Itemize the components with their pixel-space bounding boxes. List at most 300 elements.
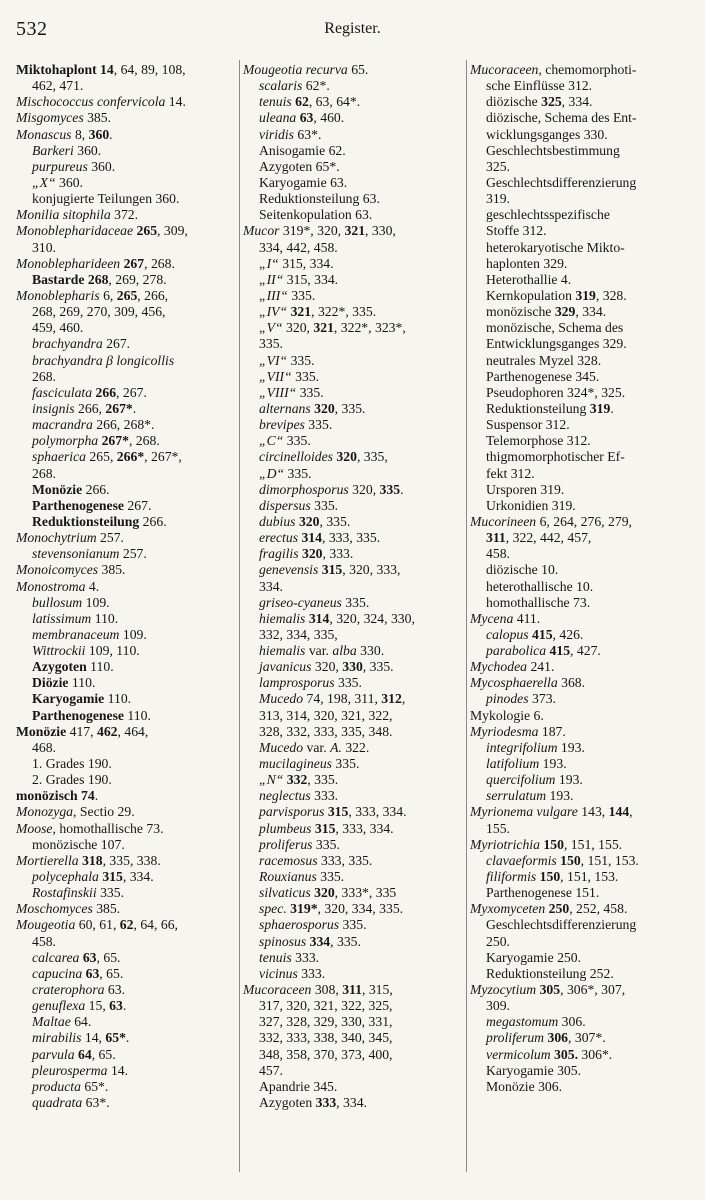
entry-text: Mucoraceen, chemomorphoti- <box>470 62 637 77</box>
entry-text: Heterothallie 4. <box>486 271 572 287</box>
index-subentry <box>470 288 690 304</box>
entry-text: 1. Grades 190. <box>32 756 112 772</box>
entry-text: dimorphosporus 320, 335. <box>259 481 404 497</box>
index-subentry <box>16 353 233 369</box>
entry-text: Monochytrium 257. <box>16 530 124 546</box>
entry-text: 335. <box>259 336 283 352</box>
index-subentry <box>16 869 233 885</box>
index-continuation <box>470 934 690 950</box>
entry-text: 155. <box>486 820 510 836</box>
index-continuation <box>470 530 690 546</box>
index-entry <box>16 127 233 143</box>
entry-text: sche Einflüsse 312. <box>486 78 593 94</box>
entry-text: Urkonidien 319. <box>486 497 576 513</box>
index-subentry <box>470 1079 690 1095</box>
entry-text: 457. <box>259 1062 283 1078</box>
entry-text: 2. Grades 190. <box>32 772 112 788</box>
index-subentry <box>16 595 233 611</box>
index-subentry <box>243 546 463 562</box>
entry-text: „VIII“ 335. <box>259 384 324 400</box>
index-continuation <box>243 1014 463 1030</box>
entry-text: purpureus 360. <box>32 158 116 174</box>
entry-text: Karyogamie 250. <box>486 949 582 965</box>
index-subentry <box>16 385 233 401</box>
index-subentry <box>16 885 233 901</box>
index-continuation <box>243 708 463 724</box>
index-subentry <box>16 401 233 417</box>
entry-text: Mucoraceen 308, 311, 315, <box>243 982 393 998</box>
entry-text: parabolica 415, 427. <box>486 643 601 659</box>
entry-text: Mykologie 6. <box>470 707 544 723</box>
index-subentry <box>243 401 463 417</box>
entry-text: tenuis 333. <box>259 949 320 965</box>
entry-text: „III“ 335. <box>259 287 316 303</box>
entry-text: filiformis 150, 151, 153. <box>486 869 619 885</box>
entry-text: Miktohaplont 14, 64, 89, 108, <box>16 62 186 77</box>
entry-text: 268, 269, 270, 309, 456, <box>32 304 166 320</box>
index-subentry <box>16 643 233 659</box>
index-subentry <box>16 1095 233 1111</box>
index-entry <box>470 724 690 740</box>
index-subentry <box>243 917 463 933</box>
entry-text: Mucedo 74, 198, 311, 312, <box>259 691 406 707</box>
index-subentry <box>470 304 690 320</box>
index-subentry <box>16 659 233 675</box>
index-subentry <box>16 449 233 465</box>
index-subentry <box>470 1063 690 1079</box>
index-subentry <box>243 369 463 385</box>
entry-text: circinelloides 320, 335, <box>259 449 388 465</box>
entry-text: Azygoten 110. <box>32 659 114 675</box>
entry-text: alternans 320, 335. <box>259 400 366 416</box>
entry-text: pinodes 373. <box>486 691 556 707</box>
index-subentry <box>470 482 690 498</box>
entry-text: erectus 314, 333, 335. <box>259 530 381 546</box>
index-entry <box>243 223 463 239</box>
index-subentry <box>16 611 233 627</box>
index-continuation <box>243 336 463 352</box>
entry-text: heterokaryotische Mikto- <box>486 239 625 255</box>
entry-text: Monoicomyces 385. <box>16 562 126 578</box>
entry-text: megastomum 306. <box>486 1014 586 1030</box>
index-entry <box>470 611 690 627</box>
entry-text: Karyogamie 63. <box>259 174 348 190</box>
index-entry <box>16 530 233 546</box>
index-subentry <box>243 853 463 869</box>
index-subentry <box>243 901 463 917</box>
entry-text: Azygoten 333, 334. <box>259 1095 367 1110</box>
index-continuation <box>243 1063 463 1079</box>
entry-text: dubius 320, 335. <box>259 513 351 529</box>
index-subentry <box>243 837 463 853</box>
index-subentry <box>470 1047 690 1063</box>
entry-text: lamprosporus 335. <box>259 675 362 691</box>
entry-text: 468. <box>32 739 56 755</box>
entry-text: racemosus 333, 335. <box>259 852 373 868</box>
entry-text: hiemalis 314, 320, 324, 330, <box>259 610 415 626</box>
index-subentry <box>16 417 233 433</box>
entry-text: Ursporen 319. <box>486 481 565 497</box>
entry-text: Monascus 8, 360. <box>16 126 113 142</box>
index-subentry <box>470 579 690 595</box>
entry-text: integrifolium 193. <box>486 739 585 755</box>
entry-text: 334. <box>259 578 283 594</box>
entry-text: scalaris 62*. <box>259 78 330 94</box>
index-continuation <box>243 1047 463 1063</box>
index-continuation <box>470 998 690 1014</box>
entry-text: Monözie 266. <box>32 481 110 497</box>
index-subentry <box>16 998 233 1014</box>
entry-text: proliferus 335. <box>259 836 340 852</box>
entry-text: Parthenogenese 151. <box>486 885 600 901</box>
entry-text: Karyogamie 110. <box>32 691 132 707</box>
index-subentry <box>243 288 463 304</box>
entry-text: Myriodesma 187. <box>470 723 566 739</box>
entry-text: sphaerosporus 335. <box>259 917 367 933</box>
index-subentry <box>470 143 690 159</box>
entry-text: 310. <box>32 239 56 255</box>
index-subentry <box>470 401 690 417</box>
entry-text: diözische 10. <box>486 562 559 578</box>
index-subentry <box>243 304 463 320</box>
index-subentry <box>243 256 463 272</box>
index-subentry <box>470 917 690 933</box>
entry-text: Monozyga, Sectio 29. <box>16 804 135 820</box>
entry-text: membranaceum 109. <box>32 626 147 642</box>
index-subentry <box>243 320 463 336</box>
index-subentry <box>470 869 690 885</box>
entry-text: 459, 460. <box>32 320 84 336</box>
entry-text: polycephala 315, 334. <box>32 869 154 885</box>
entry-text: Parthenogenese 345. <box>486 368 600 384</box>
index-subentry <box>470 1014 690 1030</box>
entry-text: „D“ 335. <box>259 465 312 481</box>
entry-text: 325. <box>486 158 510 174</box>
entry-text: Mougeotia recurva 65. <box>243 62 369 77</box>
entry-text: calopus 415, 426. <box>486 626 584 642</box>
index-entry <box>16 288 233 304</box>
index-subentry <box>470 788 690 804</box>
entry-text: 250. <box>486 933 510 949</box>
index-subentry <box>470 175 690 191</box>
index-subentry <box>16 982 233 998</box>
entry-text: Reduktionsteilung 319. <box>486 400 614 416</box>
entry-text: Misgomyces 385. <box>16 110 112 126</box>
index-continuation <box>470 159 690 175</box>
index-subentry <box>16 336 233 352</box>
index-continuation <box>243 724 463 740</box>
index-subentry <box>243 498 463 514</box>
index-continuation <box>16 304 233 320</box>
index-subentry <box>470 885 690 901</box>
index-continuation <box>470 466 690 482</box>
index-subentry <box>16 1014 233 1030</box>
index-subentry <box>243 207 463 223</box>
index-continuation <box>470 336 690 352</box>
index-subentry <box>16 498 233 514</box>
entry-text: Diözie 110. <box>32 675 96 691</box>
index-subentry <box>243 175 463 191</box>
index-subentry <box>470 417 690 433</box>
index-entry <box>16 724 233 740</box>
entry-text: serrulatum 193. <box>486 788 574 804</box>
entry-text: Geschlechtsbestimmung <box>486 142 620 158</box>
entry-text: quercifolium 193. <box>486 772 583 788</box>
entry-text: fragilis 320, 333. <box>259 546 354 562</box>
entry-text: 311, 322, 442, 457, <box>486 530 592 546</box>
entry-text: latifolium 193. <box>486 756 567 772</box>
entry-text: diözische, Schema des Ent- <box>486 110 637 126</box>
entry-text: haplonten 329. <box>486 255 568 271</box>
index-continuation <box>243 627 463 643</box>
index-subentry <box>470 240 690 256</box>
entry-text: sphaerica 265, 266*, 267*, <box>32 449 182 465</box>
entry-text: Monilia sitophila 372. <box>16 207 139 223</box>
entry-text: Myzocytium 305, 306*, 307, <box>470 982 626 998</box>
index-entry <box>470 675 690 691</box>
entry-text: Parthenogenese 267. <box>32 497 152 513</box>
entry-text: insignis 266, 267*. <box>32 400 137 416</box>
entry-text: genevensis 315, 320, 333, <box>259 562 401 578</box>
index-subentry <box>470 950 690 966</box>
entry-text: „II“ 315, 334. <box>259 271 339 287</box>
entry-text: Myrionema vulgare 143, 144, <box>470 804 633 820</box>
entry-text: monözisch 74. <box>16 788 99 804</box>
index-subentry <box>470 369 690 385</box>
index-subentry <box>470 385 690 401</box>
entry-text: Barkeri 360. <box>32 142 102 158</box>
index-column-3 <box>470 62 690 1095</box>
index-continuation <box>470 127 690 143</box>
entry-text: „N“ 332, 335. <box>259 772 339 788</box>
index-continuation <box>16 934 233 950</box>
entry-text: Rouxianus 335. <box>259 869 345 885</box>
index-subentry <box>243 691 463 707</box>
index-subentry <box>243 449 463 465</box>
index-subentry <box>243 966 463 982</box>
index-subentry <box>16 950 233 966</box>
entry-text: javanicus 320, 330, 335. <box>259 659 394 675</box>
index-entry <box>16 562 233 578</box>
index-entry <box>243 982 463 998</box>
index-entry <box>16 788 233 804</box>
entry-text: spec. 319*, 320, 334, 335. <box>259 901 404 917</box>
index-entry <box>470 514 690 530</box>
index-continuation <box>243 1030 463 1046</box>
entry-text: Mucedo var. A. 322. <box>259 739 370 755</box>
index-subentry <box>470 562 690 578</box>
entry-text: Stoffe 312. <box>486 223 547 239</box>
entry-text: Reduktionsteilung 252. <box>486 965 614 981</box>
index-subentry <box>16 966 233 982</box>
entry-text: Monoblepharideen 267, 268. <box>16 255 175 271</box>
entry-text: Moose, homothallische 73. <box>16 820 164 836</box>
index-subentry <box>470 740 690 756</box>
index-subentry <box>16 191 233 207</box>
index-continuation <box>16 466 233 482</box>
entry-text: Monoblepharis 6, 265, 266, <box>16 287 169 303</box>
index-entry <box>470 62 690 78</box>
entry-text: spinosus 334, 335. <box>259 933 361 949</box>
entry-text: Mycosphaerella 368. <box>470 675 586 691</box>
index-continuation <box>470 546 690 562</box>
index-subentry <box>243 110 463 126</box>
index-subentry <box>243 482 463 498</box>
index-entry <box>16 256 233 272</box>
index-subentry <box>16 1047 233 1063</box>
index-entry <box>16 207 233 223</box>
index-subentry <box>16 1030 233 1046</box>
index-subentry <box>16 482 233 498</box>
index-subentry <box>16 175 233 191</box>
page-header <box>14 18 691 42</box>
index-subentry <box>16 1063 233 1079</box>
index-continuation <box>16 320 233 336</box>
entry-text: uleana 63, 460. <box>259 110 345 126</box>
index-subentry <box>243 385 463 401</box>
entry-text: Rostafinskii 335. <box>32 885 125 901</box>
index-entry <box>16 821 233 837</box>
index-subentry <box>243 272 463 288</box>
entry-text: neglectus 333. <box>259 788 339 804</box>
index-subentry <box>470 433 690 449</box>
entry-text: brachyandra β longicollis <box>32 352 175 368</box>
index-entry <box>470 982 690 998</box>
entry-text: 334, 442, 458. <box>259 239 338 255</box>
entry-text: monözische 329, 334. <box>486 304 607 320</box>
index-subentry <box>470 110 690 126</box>
entry-text: 309. <box>486 998 510 1014</box>
entry-text: silvaticus 320, 333*, 335 <box>259 885 397 901</box>
index-subentry <box>470 691 690 707</box>
entry-text: 268. <box>32 465 56 481</box>
index-subentry <box>243 466 463 482</box>
index-subentry <box>16 691 233 707</box>
index-subentry <box>243 143 463 159</box>
entry-text: 327, 328, 329, 330, 331, <box>259 1014 393 1030</box>
index-subentry <box>470 1030 690 1046</box>
entry-text: „C“ 335. <box>259 433 311 449</box>
index-subentry <box>16 546 233 562</box>
index-subentry <box>243 788 463 804</box>
entry-text: heterothallische 10. <box>486 578 594 594</box>
entry-text: Entwicklungsganges 329. <box>486 336 627 352</box>
index-subentry <box>243 417 463 433</box>
entry-text: stevensonianum 257. <box>32 546 147 562</box>
index-subentry <box>470 272 690 288</box>
index-subentry <box>470 853 690 869</box>
entry-text: „I“ 315, 334. <box>259 255 334 271</box>
entry-text: vermicolum 305. 306*. <box>486 1046 613 1062</box>
entry-text: 332, 333, 338, 340, 345, <box>259 1030 393 1046</box>
entry-text: Pseudophoren 324*, 325. <box>486 384 626 400</box>
entry-text: Mycena 411. <box>470 610 541 626</box>
entry-text: konjugierte Teilungen 360. <box>32 191 180 207</box>
entry-text: „X“ 360. <box>32 174 83 190</box>
entry-text: Moschomyces 385. <box>16 901 121 917</box>
entry-text: 328, 332, 333, 335, 348. <box>259 723 393 739</box>
entry-text: 348, 358, 370, 373, 400, <box>259 1046 393 1062</box>
index-subentry <box>470 94 690 110</box>
index-continuation <box>243 240 463 256</box>
index-subentry <box>470 207 690 223</box>
index-entry <box>470 708 690 724</box>
index-subentry <box>243 353 463 369</box>
page-number: 532 <box>16 18 48 40</box>
entry-text: producta 65*. <box>32 1078 109 1094</box>
index-subentry <box>470 643 690 659</box>
entry-text: Myxomyceten 250, 252, 458. <box>470 901 628 917</box>
entry-text: Monözie 417, 462, 464, <box>16 723 149 739</box>
entry-text: bullosum 109. <box>32 594 110 610</box>
entry-text: Mougeotia 60, 61, 62, 64, 66, <box>16 917 178 933</box>
entry-text: Geschlechtsdifferenzierung <box>486 174 637 190</box>
index-subentry <box>243 643 463 659</box>
index-continuation <box>243 579 463 595</box>
index-subentry <box>243 950 463 966</box>
entry-text: Reduktionsteilung 266. <box>32 513 167 529</box>
entry-text: Wittrockii 109, 110. <box>32 643 140 659</box>
entry-text: Mischococcus confervicola 14. <box>16 94 186 110</box>
entry-text: Bastarde 268, 269, 278. <box>32 271 167 287</box>
index-subentry <box>470 449 690 465</box>
entry-text: macrandra 266, 268*. <box>32 417 155 433</box>
index-subentry <box>243 869 463 885</box>
index-subentry <box>243 530 463 546</box>
entry-text: vicinus 333. <box>259 965 326 981</box>
index-continuation <box>16 369 233 385</box>
index-continuation <box>16 740 233 756</box>
index-subentry <box>16 143 233 159</box>
entry-text: „V“ 320, 321, 322*, 323*, <box>259 320 406 336</box>
entry-text: 458. <box>486 546 510 562</box>
index-entry <box>16 853 233 869</box>
entry-text: latissimum 110. <box>32 610 119 626</box>
entry-text: proliferum 306, 307*. <box>486 1030 606 1046</box>
entry-text: viridis 63*. <box>259 126 322 142</box>
index-subentry <box>243 821 463 837</box>
index-entry <box>470 659 690 675</box>
entry-text: quadrata 63*. <box>32 1095 110 1110</box>
index-entry <box>16 110 233 126</box>
entry-text: thigmomorphotischer Ef- <box>486 449 625 465</box>
index-entry <box>243 62 463 78</box>
index-continuation <box>243 998 463 1014</box>
index-subentry <box>243 659 463 675</box>
index-entry <box>16 579 233 595</box>
entry-text: mucilagineus 335. <box>259 756 360 772</box>
index-subentry <box>16 159 233 175</box>
index-subentry <box>243 1079 463 1095</box>
entry-text: Monostroma 4. <box>16 578 100 594</box>
index-subentry <box>16 756 233 772</box>
index-subentry <box>470 756 690 772</box>
entry-text: Apandrie 345. <box>259 1078 338 1094</box>
entry-text: 332, 334, 335, <box>259 626 338 642</box>
entry-text: Monözie 306. <box>486 1078 563 1094</box>
column-divider <box>466 60 467 1172</box>
entry-text: monözische, Schema des <box>486 320 624 336</box>
entry-text: Karyogamie 305. <box>486 1062 582 1078</box>
index-subentry <box>243 934 463 950</box>
index-continuation <box>470 78 690 94</box>
entry-text: monözische 107. <box>32 836 125 852</box>
index-subentry <box>243 772 463 788</box>
entry-text: 268. <box>32 368 56 384</box>
entry-text: 317, 320, 321, 322, 325, <box>259 998 393 1014</box>
entry-text: polymorpha 267*, 268. <box>32 433 160 449</box>
entry-text: Anisogamie 62. <box>259 142 346 158</box>
